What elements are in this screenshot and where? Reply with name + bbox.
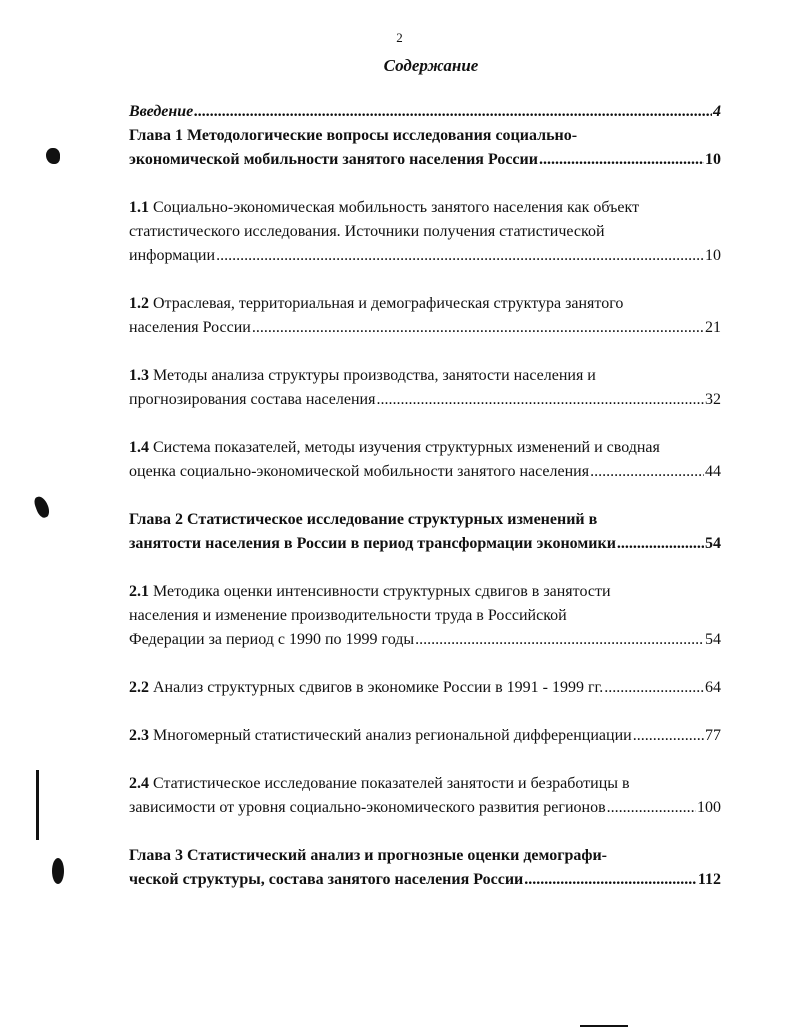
toc-entry-section-1-2[interactable]: 1.2 Отраслевая, территориальная и демографическая структура занятого населения России ..... 21: [129, 292, 721, 340]
section-number: 1.4: [129, 439, 149, 456]
toc-page-number: 100: [697, 799, 721, 816]
toc-page-number: 4: [713, 103, 721, 120]
scan-edge-line: [36, 770, 39, 840]
toc-page-number: 10: [705, 247, 721, 264]
scan-mark-middle: [33, 495, 52, 520]
toc-entry-section-1-1[interactable]: 1.1 Социально-экономическая мобильность занятого населения как объект статистического исследования. Источники получения статистической информации ..... 10: [129, 196, 721, 268]
toc-page-number: 64: [705, 679, 721, 696]
section-number: 2.1: [129, 583, 149, 600]
scan-mark-top: [46, 148, 60, 164]
toc-entry-section-1-3[interactable]: 1.3 Методы анализа структуры производства, занятости населения и прогнозирования состава населения ..... 32: [129, 364, 721, 412]
toc-entry-chapter-3[interactable]: Глава 3 Статистический анализ и прогнозные оценки демографи- ческой структуры, состава занятого населения России ..... 112: [129, 844, 721, 892]
section-number: 1.3: [129, 367, 149, 384]
toc-page-number: 77: [705, 727, 721, 744]
toc-entry-section-2-1[interactable]: 2.1 Методика оценки интенсивности структурных сдвигов в занятости населения и изменение производительности труда в Российской Федерации за период с 1990 по 1999 годы ..... 54: [129, 580, 721, 652]
toc-page-number: 112: [697, 871, 721, 888]
toc-entry-section-1-4[interactable]: 1.4 Система показателей, методы изучения структурных изменений и сводная оценка социально-экономической мобильности занятого населения ..... 44: [129, 436, 721, 484]
page-title: Содержание: [383, 56, 479, 75]
scan-bottom-line: [580, 1025, 628, 1027]
page-number: 2: [396, 30, 403, 45]
toc-page-number: 54: [705, 535, 721, 552]
section-number: 2.4: [129, 775, 149, 792]
toc-entry-chapter-2[interactable]: Глава 2 Статистическое исследование структурных изменений в занятости населения в России в период трансформации экономики ..... 54: [129, 508, 721, 556]
toc-entry-section-2-4[interactable]: 2.4 Статистическое исследование показателей занятости и безработицы в зависимости от уровня социально-экономического развития регионов ..... 100: [129, 772, 721, 820]
toc-page-number: 32: [705, 391, 721, 408]
toc-page-number: 21: [705, 319, 721, 336]
scan-mark-bottom: [52, 858, 64, 884]
toc-page-number: 10: [705, 151, 721, 168]
toc-entry-intro[interactable]: Введение ..... 4: [129, 100, 721, 124]
section-number: 2.2: [129, 679, 149, 696]
toc-page-number: 44: [705, 463, 721, 480]
table-of-contents: [129, 100, 721, 892]
toc-entry-section-2-3[interactable]: 2.3 Многомерный статистический анализ региональной дифференциации ..... 77: [129, 724, 721, 748]
toc-page-number: 54: [705, 631, 721, 648]
toc-entry-section-2-2[interactable]: 2.2 Анализ структурных сдвигов в экономике России в 1991 - 1999 гг. ..... 64: [129, 676, 721, 700]
section-number: 2.3: [129, 727, 149, 744]
toc-entry-chapter-1[interactable]: Глава 1 Методологические вопросы исследования социально- экономической мобильности занятого населения России ..... 10: [129, 124, 721, 172]
section-number: 1.2: [129, 295, 149, 312]
section-number: 1.1: [129, 199, 149, 216]
